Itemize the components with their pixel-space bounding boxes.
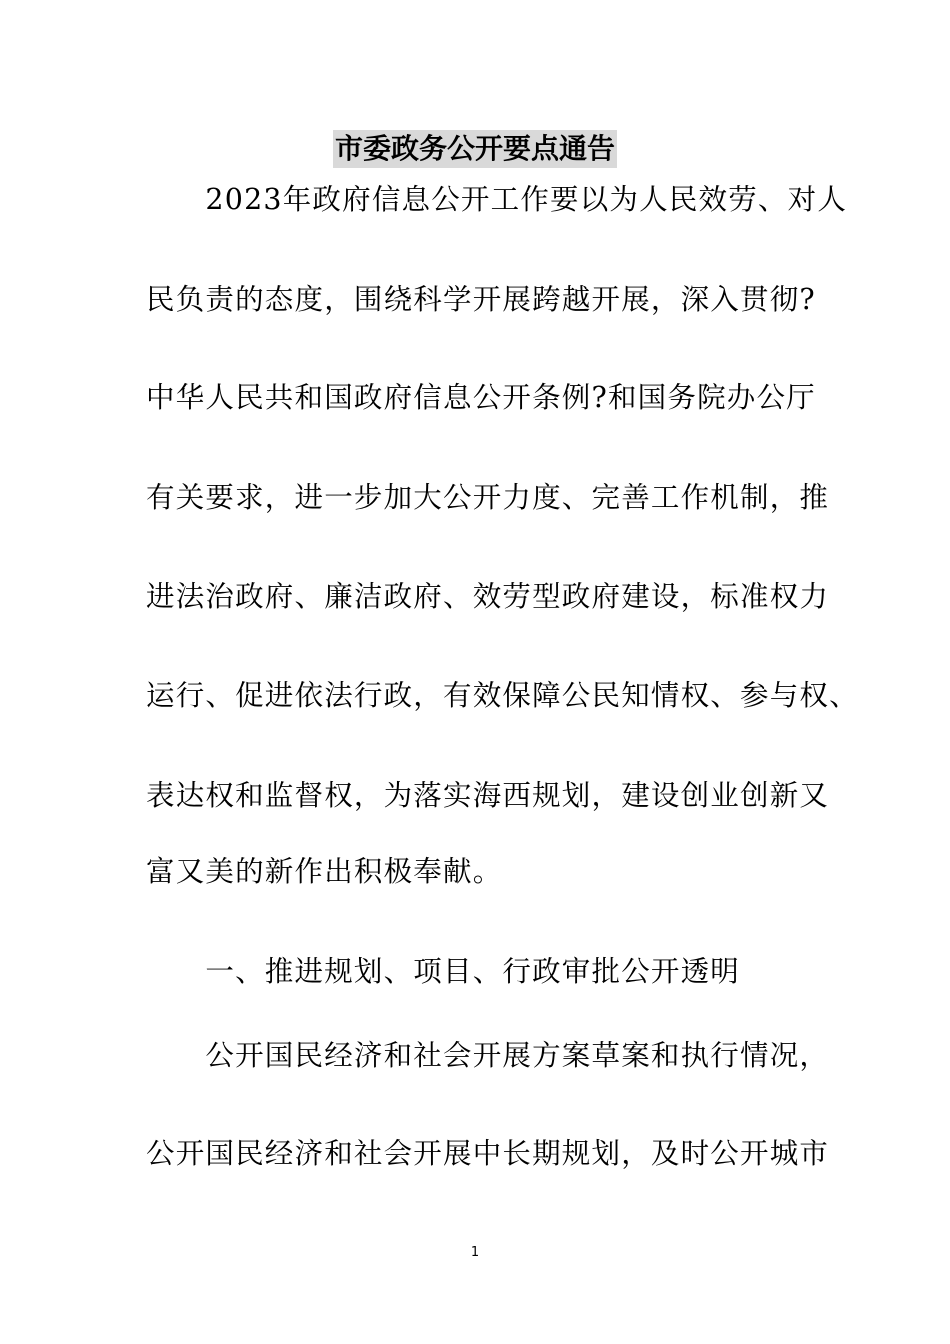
body-line-2: 民负责的态度，围绕科学开展跨越开展，深入贯彻? (146, 283, 816, 316)
body-line-3: 中华人民共和国政府信息公开条例?和国务院办公厅 (146, 381, 816, 414)
title-container (0, 130, 950, 168)
body-line-6: 运行、促进依法行政，有效保障公民知情权、参与权、 (146, 679, 859, 712)
body-line-5: 进法治政府、廉洁政府、效劳型政府建设，标准权力 (146, 580, 830, 613)
body-line-11: 公开国民经济和社会开展中长期规划，及时公开城市 (146, 1137, 830, 1170)
body-line-8: 富又美的新作出积极奉献。 (146, 855, 503, 888)
body-line-1: 2023年政府信息公开工作要以为人民效劳、对人 (146, 183, 848, 216)
body-line-4: 有关要求，进一步加大公开力度、完善工作机制，推 (146, 481, 830, 514)
section-heading-1: 一、推进规划、项目、行政审批公开透明 (146, 955, 741, 988)
document-title: 市委政务公开要点通告 (333, 130, 617, 168)
body-line-7: 表达权和监督权，为落实海西规划，建设创业创新又 (146, 779, 830, 812)
page-number: 1 (470, 1245, 480, 1260)
body-line-10: 公开国民经济和社会开展方案草案和执行情况， (146, 1039, 830, 1072)
